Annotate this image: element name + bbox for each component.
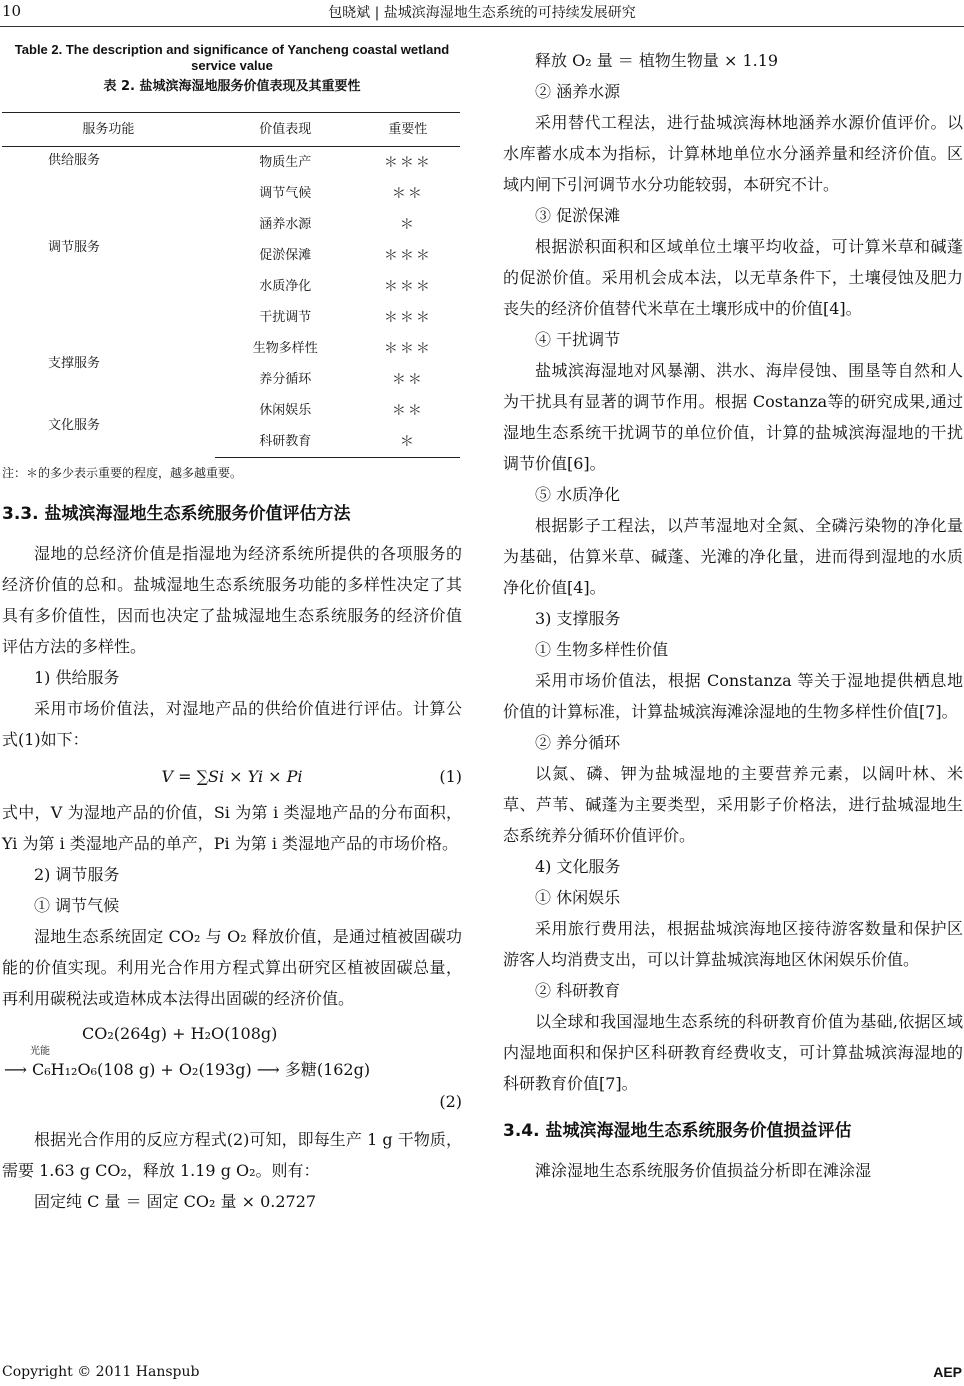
equation-1-number: (1) bbox=[439, 767, 462, 786]
subheading: 2) 调节服务 bbox=[34, 865, 120, 884]
table-header-row bbox=[2, 113, 460, 147]
paragraph: 固定纯 C 量 ＝ 固定 CO₂ 量 × 0.2727 bbox=[34, 1192, 317, 1211]
cell-function: 调节服务 bbox=[48, 240, 101, 255]
paragraph: 根据光合作用的反应方程式(2)可知，即每生产 1 g 干物质，需要 1.63 g CO₂，释放 1.19 g O₂。则有： bbox=[2, 1130, 462, 1180]
table-caption-zh: 表 2. 盐城滨海湿地服务价值表现及其重要性 bbox=[103, 79, 361, 94]
page-footer bbox=[0, 1362, 964, 1386]
cell-value: 养分循环 bbox=[259, 371, 312, 387]
paragraph: 采用替代工程法，进行盐城滨海林地涵养水源价值评价。以水库蓄水成本为指标，计算林地单位水分涵养量和经济价值。区域内闸下引河调节水分功能较弱，本研究不计。 bbox=[503, 113, 963, 194]
subheading: 3) 支撑服务 bbox=[535, 609, 621, 628]
subheading: 4) 文化服务 bbox=[535, 857, 621, 876]
paragraph: 根据淤积面积和区域单位土壤平均收益，可计算米草和碱蓬的促淤价值。采用机会成本法，以无草条件下，土壤侵蚀及肥力丧失的经济价值替代米草在土壤形成中的价值[4]。 bbox=[503, 237, 963, 318]
subheading: ⑤ 水质净化 bbox=[535, 485, 621, 504]
subheading: ③ 促淤保滩 bbox=[535, 206, 621, 225]
table-row bbox=[2, 240, 460, 271]
col-header-value: 价值表现 bbox=[215, 113, 356, 147]
running-title: 包晓斌 | 盐城滨海湿地生态系统的可持续发展研究 bbox=[328, 5, 636, 21]
paragraph: 以氮、磷、钾为盐城湿地的主要营养元素，以阔叶林、米草、芦苇、碱蓬为主要类型，采用影子价格法，进行盐城湿地生态系统养分循环价值评价。 bbox=[503, 764, 963, 845]
table-note: 注：＊的多少表示重要的程度，越多越重要。 bbox=[2, 466, 243, 480]
cell-importance: ＊＊＊ bbox=[383, 278, 432, 295]
reaction-line-1: CO₂(264g) + H₂O(108g) bbox=[82, 1024, 278, 1043]
col-header-function: 服务功能 bbox=[2, 113, 215, 147]
subheading: ② 养分循环 bbox=[535, 733, 621, 752]
cell-importance: ＊＊＊ bbox=[383, 247, 432, 264]
cell-importance: ＊ bbox=[356, 426, 460, 458]
section-3-3-title: 3.3. 盐城滨海湿地生态系统服务价值评估方法 bbox=[2, 504, 351, 524]
paragraph: 湿地的总经济价值是指湿地为经济系统所提供的各项服务的经济价值的总和。盐城湿地生态系统服务功能的多样性决定了其具有多价值性，因而也决定了盐城湿地生态系统服务的经济价值评估方法的多样性。 bbox=[2, 544, 462, 656]
equation-2 bbox=[2, 1018, 462, 1124]
cell-importance: ＊＊ bbox=[391, 402, 424, 419]
paragraph: 采用旅行费用法，根据盐城滨海地区接待游客数量和保护区游客人均消费支出，可以计算盐城滨海地区休闲娱乐价值。 bbox=[503, 919, 963, 969]
page-header bbox=[0, 0, 964, 28]
table-row bbox=[2, 147, 460, 179]
col-header-importance: 重要性 bbox=[356, 113, 460, 147]
subheading: ① 生物多样性价值 bbox=[535, 640, 669, 659]
cell-function: 支撑服务 bbox=[48, 356, 101, 371]
subheading: 1) 供给服务 bbox=[34, 668, 120, 687]
cell-importance: ＊ bbox=[399, 216, 416, 233]
cell-value: 生物多样性 bbox=[252, 340, 318, 356]
cell-value: 促淤保滩 bbox=[259, 247, 312, 263]
subheading: ① 休闲娱乐 bbox=[535, 888, 621, 907]
paragraph: 滩涂湿地生态系统服务价值损益分析即在滩涂湿 bbox=[535, 1161, 872, 1180]
header-rule bbox=[0, 26, 964, 27]
subheading: ① 调节气候 bbox=[34, 896, 120, 915]
cell-value: 休闲娱乐 bbox=[259, 402, 312, 418]
cell-function: 文化服务 bbox=[48, 418, 101, 434]
right-column bbox=[503, 45, 963, 1186]
subheading: ② 涵养水源 bbox=[535, 82, 621, 101]
subheading: ② 科研教育 bbox=[535, 981, 621, 1000]
equation-1 bbox=[2, 755, 462, 797]
cell-value: 涵养水源 bbox=[259, 216, 312, 232]
cell-value: 物质生产 bbox=[259, 154, 312, 170]
paragraph: 盐城滨海湿地对风暴潮、洪水、海岸侵蚀、围垦等自然和人为干扰具有显著的调节作用。根据 Costanza等的研究成果,通过湿地生态系统干扰调节的单位价值，计算的盐城滨海湿地的干扰调节价值[6]。 bbox=[503, 361, 963, 473]
cell-importance: ＊＊＊ bbox=[383, 154, 432, 171]
cell-function: 供给服务 bbox=[48, 153, 101, 168]
cell-value: 水质净化 bbox=[259, 278, 312, 294]
cell-importance: ＊＊ bbox=[391, 371, 424, 388]
table-row bbox=[2, 395, 460, 426]
section-3-4-title: 3.4. 盐城滨海湿地生态系统服务价值损益评估 bbox=[503, 1121, 852, 1141]
paragraph: 湿地生态系统固定 CO₂ 与 O₂ 释放价值，是通过植被固碳功能的价值实现。利用光合作用方程式算出研究区植被固碳总量，再利用碳税法或造林成本法得出固碳的经济价值。 bbox=[2, 927, 462, 1008]
cell-value: 科研教育 bbox=[215, 426, 356, 458]
journal-abbr: AEP bbox=[933, 1364, 962, 1380]
paragraph: 根据影子工程法，以芦苇湿地对全氮、全磷污染物的净化量为基础，估算米草、碱蓬、光滩的净化量，进而得到湿地的水质净化价值[4]。 bbox=[503, 516, 963, 597]
service-value-table bbox=[2, 112, 460, 458]
table-caption-en: Table 2. The description and significance of Yancheng coastal wetland service value bbox=[14, 42, 450, 73]
table-row bbox=[2, 333, 460, 364]
cell-importance: ＊＊＊ bbox=[383, 340, 432, 357]
subheading: ④ 干扰调节 bbox=[535, 330, 621, 349]
paragraph: 采用市场价值法，根据 Constanza 等关于湿地提供栖息地价值的计算标准，计算盐城滨海滩涂湿地的生物多样性价值[7]。 bbox=[503, 671, 963, 721]
equation-1-text: V = ∑Si × Yi × Pi bbox=[161, 767, 303, 786]
paragraph: 以全球和我国湿地生态系统的科研教育价值为基础,依据区域内湿地面积和保护区科研教育经费收支，可计算盐城滨海湿地的科研教育价值[7]。 bbox=[503, 1012, 963, 1093]
cell-value: 干扰调节 bbox=[259, 309, 312, 325]
equation-2-number: (2) bbox=[439, 1092, 462, 1111]
cell-importance: ＊＊ bbox=[391, 185, 424, 202]
reaction-condition: 光能 bbox=[30, 1046, 50, 1057]
paragraph: 式中，V 为湿地产品的价值，Si 为第 i 类湿地产品的分布面积，Yi 为第 i 类湿地产品的单产，Pi 为第 i 类湿地产品的市场价格。 bbox=[2, 803, 462, 853]
paragraph: 释放 O₂ 量 ＝ 植物生物量 × 1.19 bbox=[535, 51, 779, 70]
cell-importance: ＊＊＊ bbox=[383, 309, 432, 326]
reaction-line-2: ⟶ C₆H₁₂O₆(108 g) + O₂(193g) ⟶ 多糖(162g) bbox=[4, 1060, 371, 1079]
page-number: 10 bbox=[2, 2, 22, 20]
cell-value: 调节气候 bbox=[259, 185, 312, 201]
copyright-text: Copyright © 2011 Hanspub bbox=[2, 1364, 200, 1380]
left-column bbox=[2, 40, 462, 1217]
paragraph: 采用市场价值法，对湿地产品的供给价值进行评估。计算公式(1)如下： bbox=[2, 699, 462, 749]
